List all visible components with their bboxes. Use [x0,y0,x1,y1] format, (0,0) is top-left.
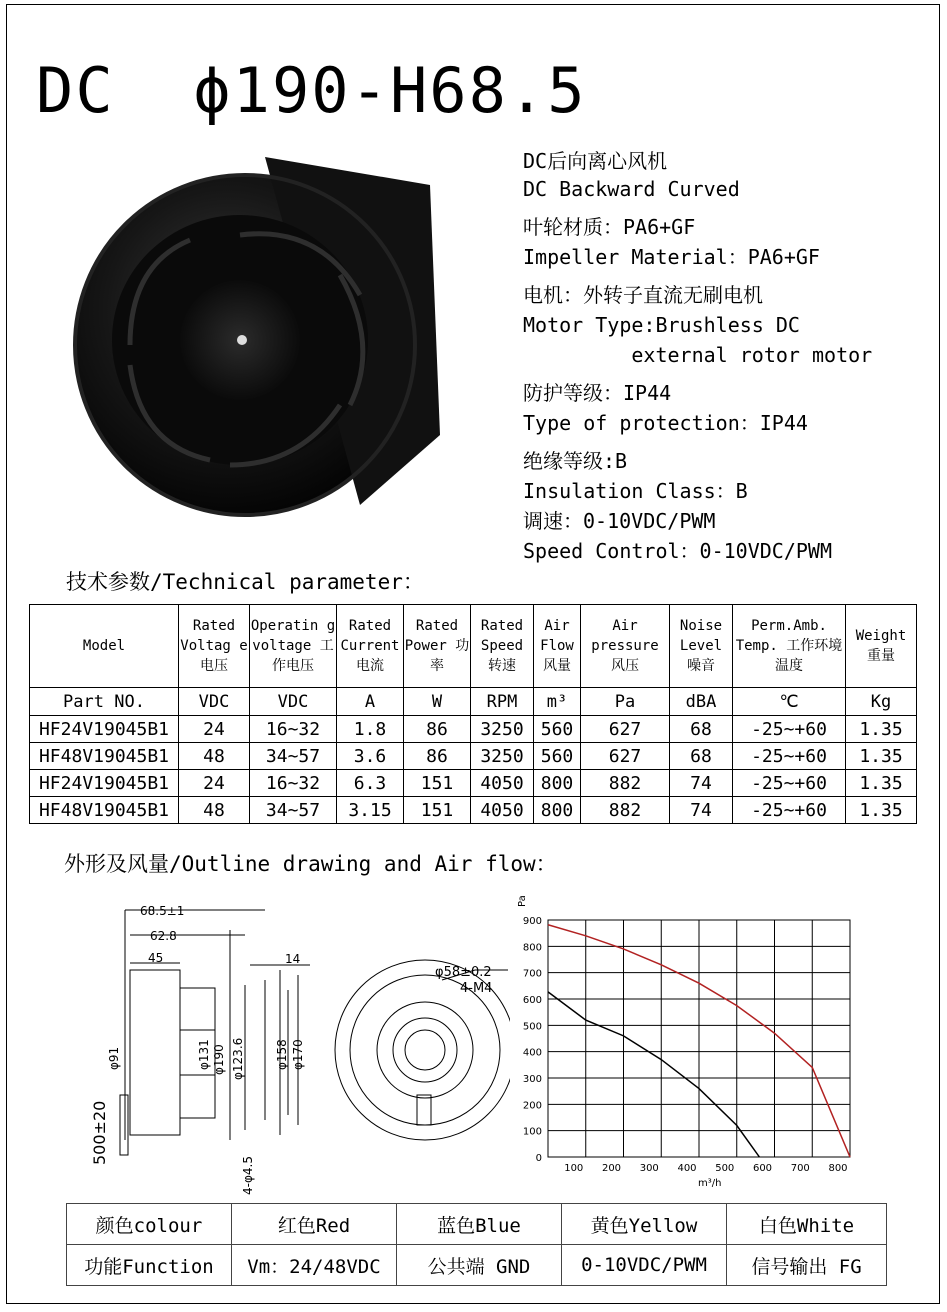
table-cell: 公共端 GND [397,1245,562,1286]
dim-58: φ58±0.2 [435,965,492,980]
table-cell: 560 [534,743,581,770]
chart-x-tick: 800 [828,1163,848,1174]
table-cell: 800 [534,797,581,824]
chart-y-tick: 100 [522,1126,542,1138]
header-model: Model [30,605,179,688]
fan-photo [60,145,490,565]
table-cell: 800 [534,770,581,797]
chart-y-tick: 0 [535,1153,542,1164]
dim-131: φ131 [197,1039,211,1070]
chart-y-tick: 700 [522,968,542,980]
airflow-chart [505,885,865,1195]
table-cell: 74 [670,770,733,797]
unit-cell: VDC [250,688,337,716]
spec-motor-cn: 电机：外转子直流无刷电机 [523,283,763,307]
dim-holes: 4-φ4.5 [241,1156,255,1195]
chart-y-tick: 200 [522,1100,542,1112]
table-cell: 1.35 [846,716,917,743]
table-cell: 16~32 [250,716,337,743]
dim-123: φ123.6 [231,1037,245,1080]
table-cell: 882 [581,797,670,824]
spec-protection-en: Type of protection：IP44 [523,411,808,435]
table-row [30,770,917,797]
table-cell: -25~+60 [733,770,846,797]
table-cell: 功能Function [67,1245,232,1286]
table-cell: 151 [404,770,471,797]
table-cell: 627 [581,716,670,743]
header-voltage: Rated Voltag e电压 [179,605,250,688]
table-cell: 1.35 [846,797,917,824]
spec-impeller-cn: 叶轮材质：PA6+GF [523,215,696,239]
table-cell: 3.15 [337,797,404,824]
table-row [30,797,917,824]
table-row [30,743,917,770]
dim-14: 14 [285,952,301,966]
table-cell: Vm：24/48VDC [232,1245,397,1286]
header-speed: Rated Speed 转速 [471,605,534,688]
table-row [30,716,917,743]
table-cell: 1.8 [337,716,404,743]
table-cell: 74 [670,797,733,824]
chart-y-tick: 300 [522,1074,542,1085]
chart-x-tick: 200 [601,1163,622,1174]
table-cell: -25~+60 [733,716,846,743]
chart-y-tick: 900 [522,916,542,927]
chart-y-tick: 800 [522,942,542,954]
table-cell: 86 [404,716,471,743]
header-op-voltage: Operatin g voltage 工作电压 [250,605,337,688]
unit-cell: VDC [179,688,250,716]
table-cell: 34~57 [250,797,337,824]
unit-cell: Kg [846,688,917,716]
spec-protection-cn: 防护等级：IP44 [523,381,672,405]
spec-speed-en: Speed Control：0-10VDC/PWM [523,539,832,563]
chart-x-tick: 300 [639,1163,659,1174]
dim-68: 68.5±1 [140,904,185,918]
table-cell: -25~+60 [733,743,846,770]
header-airflow: Air Flow 风量 [534,605,581,688]
table-cell: 蓝色Blue [397,1204,562,1245]
spec-insulation-cn: 绝缘等级:B [523,449,628,473]
wire-colour-table [66,1203,887,1286]
table-cell: 4050 [471,797,534,824]
unit-cell: Pa [581,688,670,716]
outline-title: 外形及风量/Outline drawing and Air flow： [64,852,557,876]
table-cell: 1.35 [846,770,917,797]
chart-ylabel: Pa [517,895,528,907]
outline-drawing [80,890,510,1200]
table-cell: 1.35 [846,743,917,770]
unit-cell: ℃ [733,688,846,716]
table-cell: 白色White [727,1204,887,1245]
dim-190: φ190 [212,1044,226,1075]
table-cell: 颜色colour [67,1204,232,1245]
header-weight: Weight 重量 [846,605,917,688]
table-cell: 151 [404,797,471,824]
table-cell: HF24V19045B1 [30,716,179,743]
dim-45: 45 [148,951,164,965]
dim-62: 62.8 [150,929,177,943]
spec-motor-en: Motor Type:Brushless DC [523,313,800,337]
table-cell: 24 [179,716,250,743]
unit-cell: m³ [534,688,581,716]
table-cell: 3.6 [337,743,404,770]
table-cell: 68 [670,716,733,743]
dim-cable: 500±20 [90,1100,109,1165]
chart-y-tick: 400 [522,1047,542,1059]
table-cell: 3250 [471,716,534,743]
table-cell: HF48V19045B1 [30,743,179,770]
chart-x-tick: 700 [790,1163,810,1174]
spec-type-cn: DC后向离心风机 [523,149,668,173]
dim-m4: 4-M4 [460,981,493,996]
tech-param-title: 技术参数/Technical parameter： [66,570,424,594]
table-cell: 48 [179,797,250,824]
header-temp: Perm.Amb. Temp. 工作环境温度 [733,605,846,688]
table-cell: 86 [404,743,471,770]
product-title: DC ϕ190-H68.5 [36,54,587,127]
spec-insulation-en: Insulation Class：B [523,479,748,503]
unit-cell: dBA [670,688,733,716]
spec-motor-en-2: external rotor motor [523,343,873,367]
table-cell: 黄色Yellow [562,1204,727,1245]
chart-x-tick: 500 [715,1163,735,1174]
spec-list [523,146,872,566]
table-cell: 627 [581,743,670,770]
chart-x-tick: 400 [677,1163,697,1174]
chart-xlabel: m³/h [698,1178,722,1189]
table-cell: 4050 [471,770,534,797]
unit-cell: A [337,688,404,716]
table-cell: 34~57 [250,743,337,770]
table-cell: 48 [179,743,250,770]
chart-series-line-2 [548,992,759,1157]
table-cell: 3250 [471,743,534,770]
table-cell: 68 [670,743,733,770]
table-row [67,1245,887,1286]
header-noise: Noise Level 噪音 [670,605,733,688]
chart-x-tick: 100 [564,1163,584,1174]
table-cell: HF48V19045B1 [30,797,179,824]
table-cell: 24 [179,770,250,797]
table-cell: 0-10VDC/PWM [562,1245,727,1286]
chart-y-tick: 500 [522,1021,542,1033]
unit-cell: RPM [471,688,534,716]
unit-cell: Part NO. [30,688,179,716]
unit-cell: W [404,688,471,716]
table-cell: 6.3 [337,770,404,797]
spec-speed-cn: 调速：0-10VDC/PWM [523,509,716,533]
table-cell: 红色Red [232,1204,397,1245]
table-cell: HF24V19045B1 [30,770,179,797]
header-power: Rated Power 功率 [404,605,471,688]
chart-y-tick: 600 [522,995,542,1006]
chart-x-tick: 600 [752,1163,773,1174]
table-cell: 16~32 [250,770,337,797]
dim-158: φ158 [275,1039,289,1070]
header-pressure: Air pressure 风压 [581,605,670,688]
table-row [67,1204,887,1245]
table-cell: 560 [534,716,581,743]
spec-impeller-en: Impeller Material：PA6+GF [523,245,820,269]
dim-170: φ170 [291,1039,305,1070]
table-cell: 信号输出 FG [727,1245,887,1286]
table-cell: -25~+60 [733,797,846,824]
header-current: Rated Current 电流 [337,605,404,688]
parameter-table [29,604,917,824]
table-cell: 882 [581,770,670,797]
dim-91: φ91 [107,1046,121,1070]
spec-type-en: DC Backward Curved [523,177,740,201]
